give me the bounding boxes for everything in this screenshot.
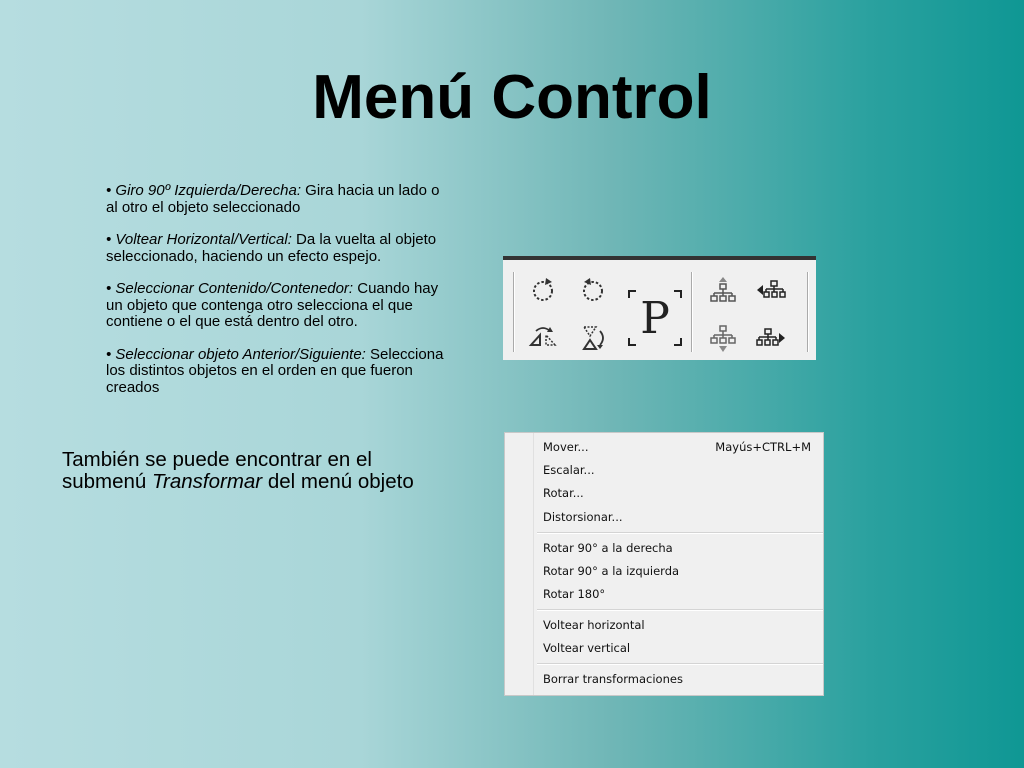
menu-separator xyxy=(537,532,823,534)
menu-item-rotate-right[interactable] xyxy=(543,538,811,558)
bullet-lead: • Giro 90º Izquierda/Derecha: xyxy=(106,182,301,199)
menu-item-flip-horizontal[interactable] xyxy=(543,615,811,635)
toolbar-grip xyxy=(513,272,515,352)
note-emphasis: Transformar xyxy=(152,470,263,493)
bullet-item xyxy=(106,232,446,265)
menu-item-label: Borrar transformaciones xyxy=(543,672,683,686)
frame-corner xyxy=(674,338,682,346)
menu-item-flip-vertical[interactable] xyxy=(543,638,811,658)
menu-item-distorsionar[interactable] xyxy=(543,507,811,527)
control-toolbar xyxy=(503,256,816,360)
menu-item-label: Voltear vertical xyxy=(543,641,631,655)
bullet-text: Gira hacia un lado o al otro el objeto seleccionado xyxy=(106,182,440,216)
menu-item-label: Voltear horizontal xyxy=(543,618,645,632)
flip-vertical-icon[interactable] xyxy=(575,320,611,356)
menu-item-escalar[interactable] xyxy=(543,460,811,480)
submenu-note xyxy=(62,449,432,493)
flip-horizontal-icon[interactable] xyxy=(525,320,561,356)
bullet-lead: • Seleccionar Contenido/Contenedor: xyxy=(106,280,354,297)
menu-item-rotar[interactable] xyxy=(543,483,811,503)
rotate-left-icon[interactable] xyxy=(575,272,611,308)
menu-item-shortcut: Mayús+CTRL+M xyxy=(715,440,811,454)
note-text: También se puede encontrar en el submenú xyxy=(62,448,372,493)
select-previous-icon[interactable] xyxy=(753,272,789,308)
select-content-icon[interactable] xyxy=(705,320,741,356)
select-toggle-button[interactable] xyxy=(628,290,682,346)
menu-item-rotate-180[interactable] xyxy=(543,584,811,604)
bullet-item xyxy=(106,183,446,216)
toolbar-separator xyxy=(691,272,693,352)
menu-item-label: Mover... xyxy=(543,440,589,454)
bullet-item xyxy=(106,281,446,331)
menu-separator xyxy=(537,663,823,665)
frame-corner xyxy=(628,338,636,346)
select-next-icon[interactable] xyxy=(753,320,789,356)
toolbar-separator xyxy=(807,272,809,352)
menu-item-label: Rotar 90° a la izquierda xyxy=(543,564,680,578)
slide-title: Menú Control xyxy=(312,63,712,132)
transform-submenu xyxy=(504,432,824,696)
bullet-text: Cuando hay un objeto que contenga otro selecciona el que contiene o el que está dentro del otro. xyxy=(106,280,439,330)
bullet-item xyxy=(106,347,446,397)
note-text-end: del menú objeto xyxy=(262,470,414,493)
bullet-lead: • Voltear Horizontal/Vertical: xyxy=(106,231,292,248)
frame-corner xyxy=(674,290,682,298)
frame-corner xyxy=(628,290,636,298)
bullet-list xyxy=(106,183,446,412)
menu-separator xyxy=(537,609,823,611)
menu-item-clear-transforms[interactable] xyxy=(543,669,811,689)
menu-item-mover[interactable] xyxy=(543,437,811,457)
bullet-lead: • Seleccionar objeto Anterior/Siguiente: xyxy=(106,345,366,363)
menu-item-rotate-left[interactable] xyxy=(543,561,811,581)
menu-gutter xyxy=(505,433,534,695)
menu-item-label: Rotar... xyxy=(543,486,584,500)
menu-item-label: Rotar 180° xyxy=(543,587,606,601)
bullet-text: Selecciona los distintos objetos en el orden en que fueron creados xyxy=(106,345,444,396)
menu-item-label: Rotar 90° a la derecha xyxy=(543,541,673,555)
bullet-text: Da la vuelta al objeto seleccionado, haciendo un efecto espejo. xyxy=(106,231,437,265)
p-letter: P xyxy=(640,292,670,344)
menu-item-label: Distorsionar... xyxy=(543,510,623,524)
menu-item-label: Escalar... xyxy=(543,463,595,477)
select-container-icon[interactable] xyxy=(705,272,741,308)
rotate-right-icon[interactable] xyxy=(525,272,561,308)
